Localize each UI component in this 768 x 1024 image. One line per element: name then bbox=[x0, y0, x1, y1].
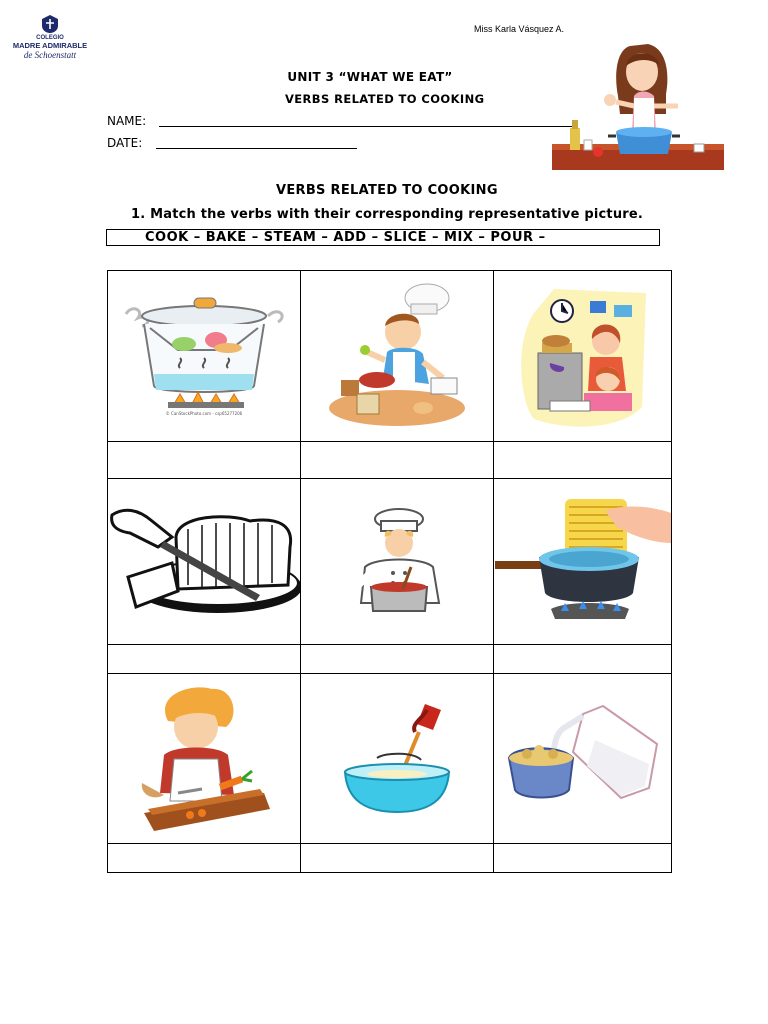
picture-cell bbox=[108, 271, 301, 442]
picture-cell bbox=[494, 271, 672, 442]
mixing-bowl-icon bbox=[341, 700, 453, 818]
picture-cell bbox=[301, 674, 494, 844]
steaming-pot-icon bbox=[118, 294, 290, 418]
answer-cell[interactable] bbox=[108, 645, 301, 674]
picture-cell bbox=[108, 479, 301, 645]
word-bank: COOK – BAKE – STEAM – ADD – SLICE – MIX – POUR – bbox=[106, 229, 660, 246]
date-field-line[interactable] bbox=[156, 148, 357, 149]
answer-cell[interactable] bbox=[108, 442, 301, 479]
date-label: DATE: bbox=[107, 136, 143, 150]
unit-title-text: UNIT 3 “WHAT WE EAT” bbox=[287, 70, 453, 84]
picture-cell bbox=[108, 674, 301, 844]
picture-row bbox=[108, 479, 672, 645]
family-cooking-kitchen-icon bbox=[514, 283, 652, 429]
picture-row bbox=[108, 674, 672, 844]
answer-cell[interactable] bbox=[494, 645, 672, 674]
slicing-bread-icon bbox=[108, 507, 300, 617]
answer-cell[interactable] bbox=[108, 844, 301, 873]
name-field-line[interactable] bbox=[159, 126, 573, 127]
teacher-name: Miss Karla Vásquez A. bbox=[474, 24, 565, 34]
answer-row bbox=[108, 844, 672, 873]
answer-row bbox=[108, 645, 672, 674]
answer-row bbox=[108, 442, 672, 479]
picture-row bbox=[108, 271, 672, 442]
pouring-milk-icon bbox=[503, 704, 663, 814]
name-label: NAME: bbox=[107, 114, 147, 128]
school-name-top: COLEGIO bbox=[36, 35, 64, 41]
answer-cell[interactable] bbox=[494, 442, 672, 479]
instruction: 1. Match the verbs with their corresponding representative picture. bbox=[131, 207, 644, 222]
picture-cell bbox=[301, 479, 494, 645]
boy-chef-baking-icon bbox=[327, 282, 467, 430]
answer-cell[interactable] bbox=[494, 844, 672, 873]
picture-cell bbox=[494, 674, 672, 844]
chef-cooking-pot-icon bbox=[341, 507, 453, 617]
boy-cutting-carrot-icon bbox=[134, 683, 274, 835]
school-name-script: de Schoenstatt bbox=[23, 50, 77, 60]
adding-noodles-pan-icon bbox=[495, 497, 671, 627]
page-subtitle: VERBS RELATED TO COOKING bbox=[285, 92, 485, 106]
school-crest-icon bbox=[40, 14, 60, 34]
picture-cell bbox=[301, 271, 494, 442]
answer-cell[interactable] bbox=[301, 645, 494, 674]
section-title: VERBS RELATED TO COOKING bbox=[276, 183, 498, 198]
picture-cell bbox=[494, 479, 672, 645]
school-logo bbox=[8, 14, 92, 68]
woman-cooking-icon bbox=[548, 36, 730, 172]
answer-cell[interactable] bbox=[301, 844, 494, 873]
school-name-main: MADRE ADMIRABLE bbox=[12, 41, 88, 50]
answer-cell[interactable] bbox=[301, 442, 494, 479]
matching-grid bbox=[107, 270, 672, 873]
image-credit: © CanStockPhoto.com - csp65277206 bbox=[165, 411, 243, 416]
